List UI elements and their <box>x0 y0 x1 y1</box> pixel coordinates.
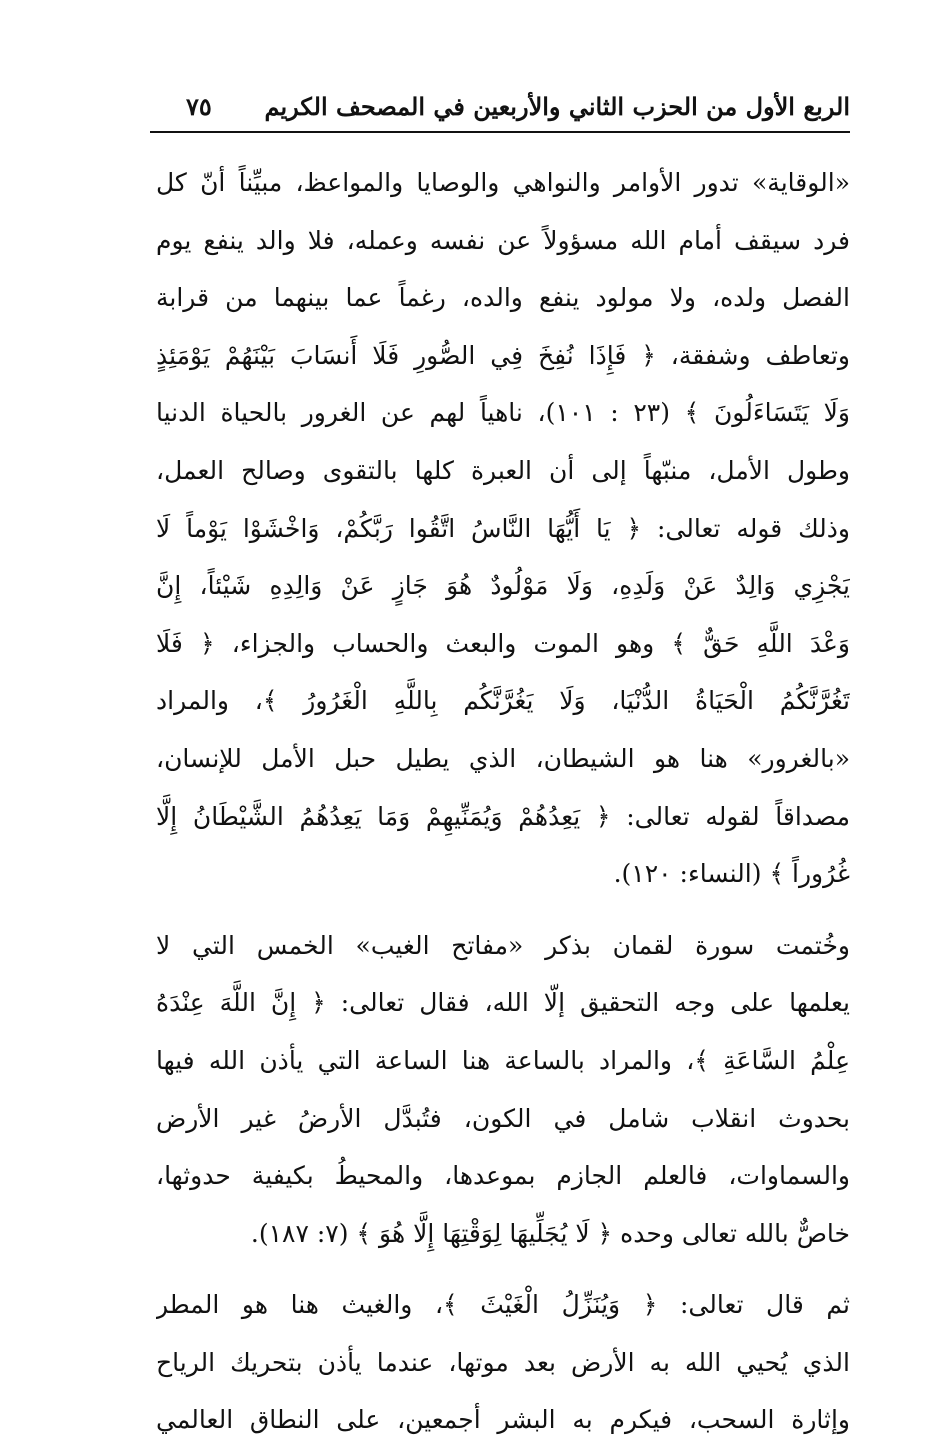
text-line: ثم قال تعالى: ﴿ وَيُنَزِّلُ الْغَيْثَ ﴾، والغيث هنا هو المطر <box>156 1290 850 1320</box>
text-line: بحدوث انقلاب شامل في الكون، فتُبدَّل الأرضُ غير الأرض <box>156 1103 850 1133</box>
header-rule <box>150 131 850 133</box>
text-line: والسماوات، فالعلم الجازم بموعدها، والمحيطُ بكيفية حدوثها، <box>156 1161 850 1191</box>
text-line: وطول الأمل، منبّهاً إلى أن العبرة كلها بالتقوى وصالح العمل، <box>156 455 850 485</box>
text-line: غُرُوراً ﴾ (النساء: ١٢٠). <box>613 859 850 889</box>
text-line: تَغُرَّنَّكُمُ الْحَيَاةُ الدُّنْيَا، وَلَا يَغُرَّنَّكُم بِاللَّهِ الْغَرُورُ ﴾، والمراد <box>156 686 850 716</box>
text-line: وخُتمت سورة لقمان بذكر «مفاتح الغيب» الخمس التي لا <box>156 930 850 960</box>
text-line: فرد سيقف أمام الله مسؤولاً عن نفسه وعمله، فلا والد ينفع يوم <box>156 225 850 255</box>
paragraph-gap <box>156 1262 850 1276</box>
paragraph-gap <box>156 903 850 917</box>
text-line: عِلْمُ السَّاعَةِ ﴾، والمراد بالساعة هنا الساعة التي يأذن الله فيها <box>156 1045 850 1075</box>
text-line: وَعْدَ اللَّهِ حَقٌّ ﴾ وهو الموت والبعث والحساب والجزاء، ﴿ فَلَا <box>156 628 850 658</box>
text-line: «بالغرور» هنا هو الشيطان، الذي يطيل حبل الأمل للإنسان، <box>156 743 850 773</box>
text-line: يعلمها على وجه التحقيق إلّا الله، فقال تعالى: ﴿ إِنَّ اللَّهَ عِنْدَهُ <box>156 988 850 1018</box>
text-line: الذي يُحيي الله به الأرض بعد موتها، عندما يأذن بتحريك الرياح <box>156 1347 850 1377</box>
text-line: خاصٌّ بالله تعالى وحده ﴿ لَا يُجَلِّيهَا لِوَقْتِهَا إِلَّا هُوَ ﴾ (٧: ١٨٧). <box>250 1218 850 1248</box>
text-line: يَجْزِي وَالِدٌ عَنْ وَلَدِهِ، وَلَا مَوْلُودٌ هُوَ جَازٍ عَنْ وَالِدِهِ شَيْئاً، إِنَّ <box>156 571 850 601</box>
text-line: وتعاطف وشفقة، ﴿ فَإِذَا نُفِخَ فِي الصُّورِ فَلَا أَنسَابَ بَيْنَهُمْ يَوْمَئِذٍ <box>156 340 850 370</box>
text-line: مصداقاً لقوله تعالى: ﴿ يَعِدُهُمْ وَيُمَنِّيهِمْ وَمَا يَعِدُهُمُ الشَّيْطَانُ إِلَّا <box>156 801 850 831</box>
paragraph-1 <box>156 154 850 903</box>
running-header <box>150 86 850 130</box>
text-line: وإثارة السحب، فيكرم به البشر أجمعين، على النطاق العالمي <box>156 1405 850 1435</box>
text-line: الفصل ولده، ولا مولود ينفع والده، رغماً عما بينهما من قرابة <box>156 283 850 313</box>
paragraph-2 <box>156 917 850 1263</box>
text-line: وذلك قوله تعالى: ﴿ يَا أَيُّهَا النَّاسُ اتَّقُوا رَبَّكُمْ، وَاخْشَوْا يَوْماً لَا <box>156 513 850 543</box>
text-line: «الوقاية» تدور الأوامر والنواهي والوصايا والمواعظ، مبيِّناً أنّ كل <box>156 168 850 197</box>
running-title: الربع الأول من الحزب الثاني والأربعين في المصحف الكريم <box>264 92 850 121</box>
text-line: وَلَا يَتَسَاءَلُونَ ﴾ (٢٣ : ١٠١)، ناهياً لهم عن الغرور بالحياة الدنيا <box>156 398 850 428</box>
paragraph-3 <box>156 1276 850 1449</box>
body-text <box>156 154 850 1449</box>
page-number: ٧٥ <box>186 92 212 121</box>
